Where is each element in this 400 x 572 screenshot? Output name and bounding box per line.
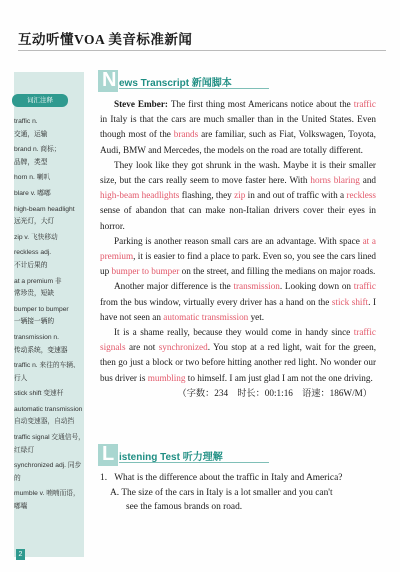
vocab-entry [14,332,86,357]
vocab-highlight: brands [173,129,199,140]
heading-initial: L [102,443,115,465]
vocab-term: automatic transmission 自动变速器，自动挡 [14,405,83,426]
text-run: The first thing most Americans notice about the [170,99,354,109]
vocab-entry [14,488,86,513]
vocab-term: mumble v. 喃喃而语，嘟囔 [14,490,80,511]
vocab-entry [14,188,86,201]
vocab-entry [14,144,86,169]
vocab-entry [14,404,86,429]
vocab-term: blare v. 嘟嘟 [14,189,51,197]
question-1 [100,471,376,486]
vocab-term: stick shift 变速杆 [14,390,64,398]
vocab-highlight: traffic [353,99,376,109]
transcript-paragraph [100,279,376,325]
text-run: and [359,175,377,186]
vocab-highlight: zip [234,190,246,201]
news-transcript-heading [98,70,288,92]
vocab-entry [14,276,86,301]
text-run: Another major difference is the [114,281,234,292]
vocab-entry [14,432,86,457]
vocab-term: synchronized adj. 同步的 [14,462,82,482]
vocab-highlight: traffic signals [100,327,376,353]
text-run: sense of abandon that can make non-Italian drivers cover their eyes in horror. [100,205,376,231]
vocab-entry [14,304,86,329]
option-text: The size of the cars in Italy is a lot smaller and you can't [121,487,333,498]
vocab-entry [14,116,86,141]
question-text: What is the difference about the traffic in Italy and America? [114,473,343,483]
vocab-entry [14,172,86,185]
text-run: flashing, they [179,190,235,201]
vocab-gloss: 传动系统，变速器 [14,346,68,354]
vocab-term: reckless adj. [14,249,52,257]
vocab-term: bumper to bumper [14,305,69,313]
vocab-term: at a premium 非 [14,277,62,285]
text-run: in Italy is that the cars are much smaller than in the United States. Even though most of the [100,114,376,140]
vocab-highlight: bumper to bumper [111,266,180,277]
vocab-highlight: high-beam headlights [100,190,180,201]
vocab-entry [14,204,86,229]
text-run: It is a shame really, because they would come in handy since [114,327,354,338]
vocab-highlight: at a premium [100,235,376,262]
listening-test-heading [98,444,288,466]
text-run: on the street, and filling the medians on major roads. [179,266,376,277]
text-run: in and out of traffic with a [245,190,347,201]
heading-text: ews Transcript 新闻脚本 [119,78,232,89]
vocab-entry [14,360,86,385]
vocab-entry [14,232,86,245]
vocab-highlight: reckless [346,190,376,201]
text-run: They look like they got shrunk in the wash. Maybe it is their smaller size, but the cars really seem to move faster here. With [100,159,376,186]
text-run: yet. [248,311,265,322]
text-run: are not [125,342,159,353]
heading-underline [119,462,269,463]
vocab-term: horn n. 喇叭 [14,174,51,182]
vocab-gloss: 一辆接一辆的 [14,318,55,326]
heading-text: istening Test 听力理解 [119,452,223,463]
question-number: 1. [100,473,108,483]
transcript-body [100,97,376,401]
article-stats: （字数：234 时长：00:1:16 语速：186W/M） [177,387,372,398]
vocab-term: traffic signal 交通信号，红绿灯 [14,434,85,454]
book-title: 互动听懂VOA 美音标准新闻 [18,32,193,47]
header-divider [18,50,386,51]
vocab-highlight: horns blaring [310,175,360,186]
vocabulary-heading: 词汇注释 [12,94,68,107]
option-label: A. [110,487,120,498]
vocab-term: zip v. 飞快移动 [14,233,58,241]
vocab-gloss: 品牌，类型 [14,158,48,166]
vocab-term: traffic n. 来往的车辆、行人 [14,362,80,382]
vocab-highlight: transmission [233,281,280,292]
text-run: from the bus window, virtually every driver has a hand on the [100,296,332,307]
vocab-highlight: traffic [353,281,376,292]
vocab-term: traffic n. [14,118,38,125]
vocab-highlight: synchronized [158,342,208,353]
speaker-name: Steve Ember: [114,99,171,109]
vocab-gloss: 常珍贵，短缺 [14,290,55,298]
transcript-paragraph [100,234,376,280]
text-run: . I have not seen an [100,296,377,322]
vocab-highlight: mumbling [147,372,186,383]
heading-underline [119,88,269,89]
text-run: are familiar, such as Fiat, Volkswagen, Toyota, Audi, BMW and Mercedes, the models on the road are totally different. [100,129,376,155]
vocab-term: transmission n. [14,333,59,341]
vocab-entry [14,388,86,401]
transcript-paragraph [100,97,376,158]
option-a-continued: see the famous brands on road. [126,502,243,513]
option-a [100,486,376,501]
vocab-gloss: 不计后果的 [14,261,48,269]
heading-initial: N [102,69,117,91]
transcript-paragraph [100,325,376,386]
vocab-highlight: stick shift [331,296,369,307]
vocab-term: high-beam headlight [14,205,75,213]
vocabulary-list [14,116,86,517]
transcript-paragraph [100,158,376,234]
vocab-term: brand n. 商标； [14,146,61,154]
listening-questions [100,471,376,515]
text-run: . You stop at a red light, wait for the green, then go just a block or two before hitting another red light. No wonder our bus driver is [100,342,376,383]
text-run: , it is easier to find a place to park. Even so, you see the cars lined up [100,251,376,277]
vocab-entry [14,460,86,485]
text-run: to himself. I am just glad I am not the one driving. [185,372,373,383]
text-run: Parking is another reason small cars are an advantage. With space [114,235,363,246]
vocab-highlight: automatic transmission [163,311,249,322]
vocab-gloss: 交通，运输 [14,130,48,138]
vocab-entry [14,247,86,272]
text-run: . Looking down on [279,281,354,292]
vocab-gloss: 远光灯，大灯 [14,218,55,226]
page-number: 2 [16,549,25,560]
